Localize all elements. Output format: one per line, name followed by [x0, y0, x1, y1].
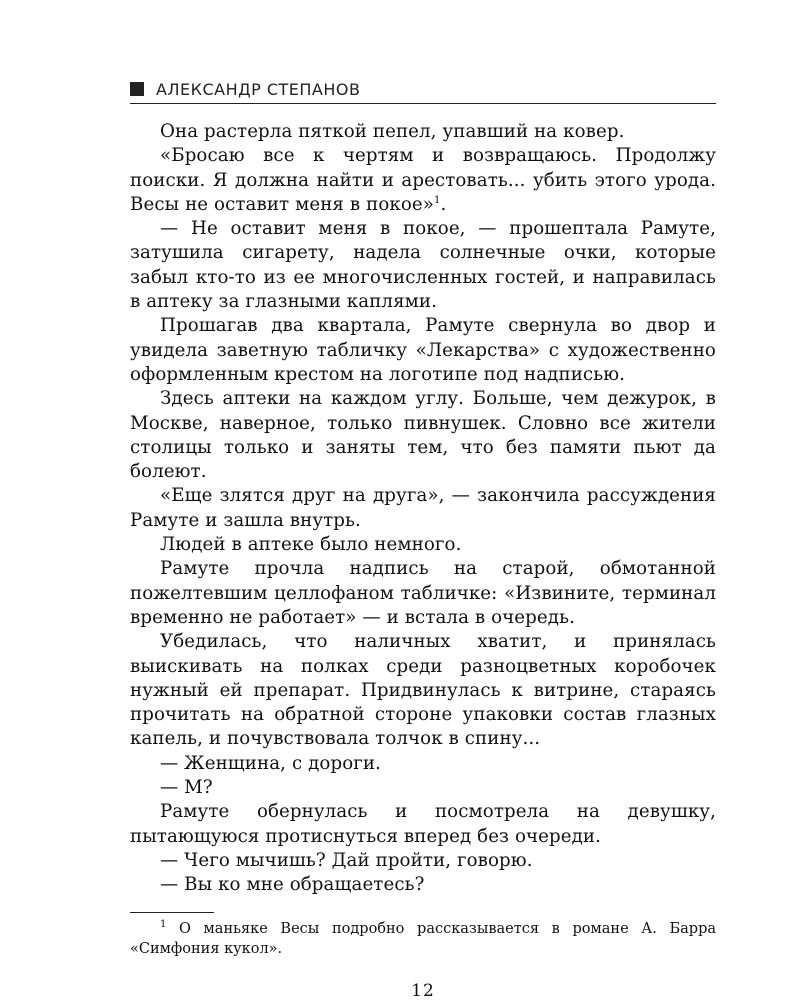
running-head [130, 78, 716, 104]
paragraph: Прошагав два квартала, Рамуте свернула во двор и увидела заветную табличку «Лекарства» с художественно оформленным крестом на логотипе под надписью. [130, 315, 716, 385]
author-name: АЛЕКСАНДР СТЕПАНОВ [156, 79, 361, 99]
header-square-ornament [130, 82, 144, 96]
footnote-text: О маньяке Весы подробно рассказывается в романе А. Барра «Симфония кукол». [130, 920, 717, 957]
body-text [130, 120, 716, 898]
footnote-divider [130, 912, 214, 913]
footnote-reference: 1 [433, 194, 441, 206]
page-number: 12 [411, 980, 435, 1001]
paragraph: Людей в аптеке было немного. [160, 534, 462, 556]
footnote-marker: 1 [160, 918, 167, 930]
dialogue-line: — М? [160, 777, 213, 799]
paragraph-with-footnote: «Бросаю все к чертям и возвращаюсь. Продолжу поиски. Я должна найти и арестовать... убить этого урода. Весы не оставит меня в покое»$^1$. [130, 145, 716, 215]
paragraph: — Не оставит меня в покое, — прошептала Рамуте, затушила сигарету, надела солнечные очки, которые забыл кто-то из ее многочисленных гостей, и направилась в аптеку за глазными каплями. [130, 218, 716, 313]
dialogue-line: — Вы ко мне обращаетесь? [160, 874, 425, 896]
paragraph: Рамуте обернулась и посмотрела на девушку, пытающуюся протиснуться вперед без очереди. [130, 801, 716, 847]
dialogue-line: — Женщина, с дороги. [160, 752, 381, 774]
paragraph: Она растерла пяткой пепел, упавший на ковер. [160, 121, 625, 142]
paragraph: «Еще злятся друг на друга», — закончила рассуждения Рамуте и зашла внутрь. [130, 485, 716, 531]
footnote [130, 919, 716, 959]
book-page [130, 78, 716, 1001]
paragraph-text: «Бросаю все к чертям и возвращаюсь. Продолжу поиски. Я должна найти и арестовать... убить этого урода. Весы не оставит меня в покое» [130, 145, 716, 215]
paragraph: Убедилась, что наличных хватит, и принялась выискивать на полках среди разноцветных коробочек нужный ей препарат. Придвинулась к витрине, стараясь прочитать на обратной стороне упаковки состав глазных капель, и почувствовала толчок в спину... [130, 631, 716, 750]
dialogue-line: — Чего мычишь? Дай пройти, говорю. [160, 849, 533, 871]
paragraph: Здесь аптеки на каждом углу. Больше, чем дежурок, в Москве, наверное, только пивнушек. Словно все жители столицы только и заняты тем, что без памяти пьют да болеют. [130, 388, 716, 483]
paragraph: Рамуте прочла надпись на старой, обмотанной пожелтевшим целлофаном табличке: «Извините, терминал временно не работает» — и встала в очередь. [130, 558, 716, 628]
